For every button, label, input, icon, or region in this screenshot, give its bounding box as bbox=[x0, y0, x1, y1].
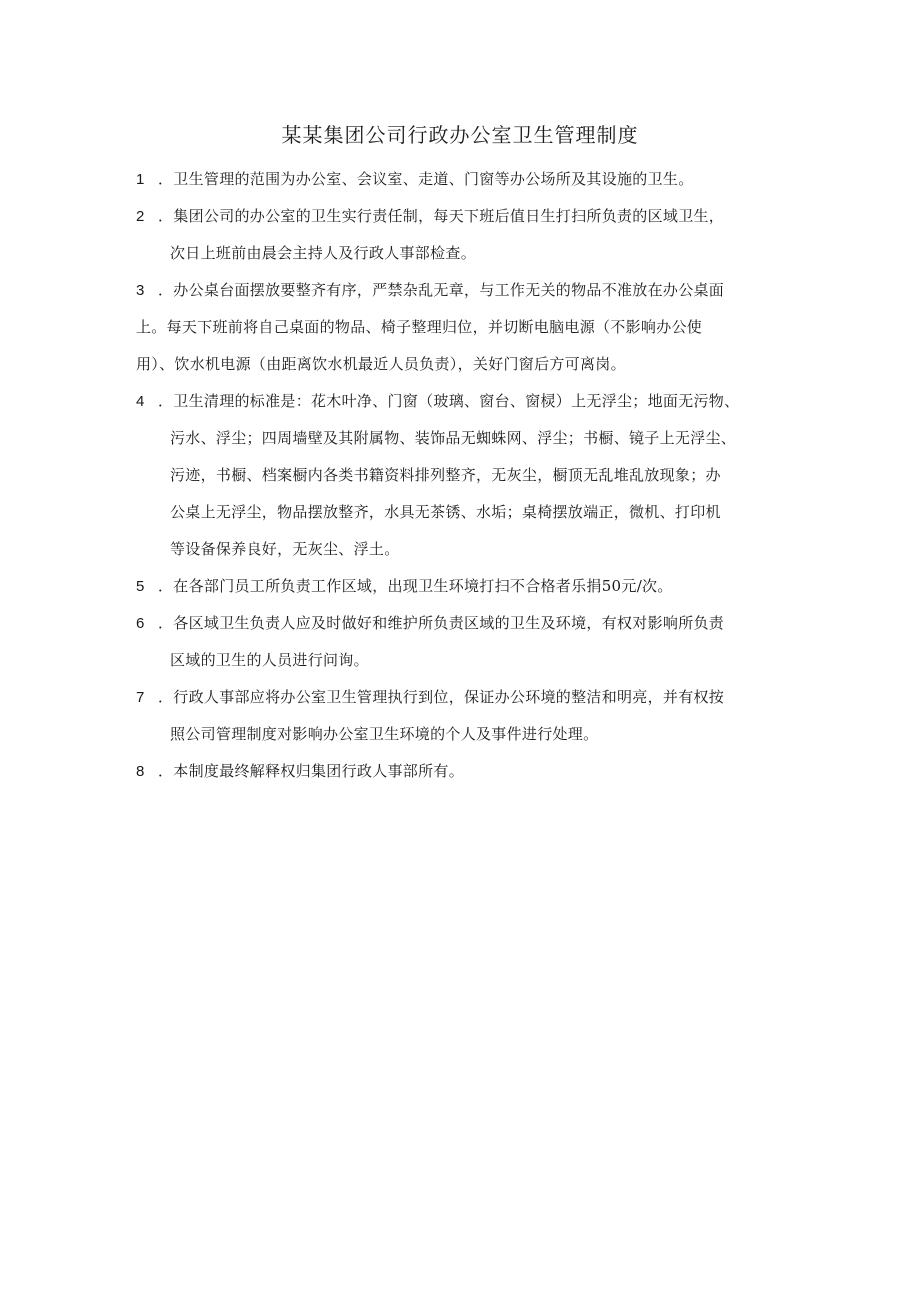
rule-text-line: 污迹，书橱、档案橱内各类书籍资料排列整齐，无灰尘，橱顶无乱堆乱放现象；办 bbox=[170, 466, 721, 484]
rule-number: 3 bbox=[136, 282, 145, 299]
rule-text-line: 用）、饮水机电源（由距离饮水机最近人员负责），关好门窗后方可离岗。 bbox=[136, 355, 626, 373]
rules-list bbox=[136, 161, 796, 790]
rule-item-6 bbox=[136, 605, 796, 679]
rule-text-line: ．办公桌台面摆放要整齐有序，严禁杂乱无章，与工作无关的物品不准放在办公桌面 bbox=[158, 281, 725, 299]
rule-text-line: 次日上班前由晨会主持人及行政人事部检查。 bbox=[170, 244, 477, 262]
rule-number: 8 bbox=[136, 763, 145, 780]
rule-item-4 bbox=[136, 383, 796, 568]
rule-item-5 bbox=[136, 568, 796, 605]
rule-item-1 bbox=[136, 161, 796, 198]
rule-text-line: ．卫生清理的标准是：花木叶净、门窗（玻璃、窗台、窗棂）上无浮尘；地面无污物、 bbox=[158, 392, 740, 410]
rule-number: 5 bbox=[136, 578, 145, 595]
rule-number: 1 bbox=[136, 171, 145, 188]
rule-item-7 bbox=[136, 679, 796, 753]
rule-item-3 bbox=[136, 272, 796, 383]
rule-number: 6 bbox=[136, 615, 145, 632]
rule-number: 7 bbox=[136, 689, 145, 706]
rule-text-line: 上。每天下班前将自己桌面的物品、椅子整理归位，并切断电脑电源（不影响办公使 bbox=[136, 318, 703, 336]
rule-text-line: ．在各部门员工所负责工作区域，出现卫生环境打扫不合格者乐捐50元/次。 bbox=[158, 577, 673, 595]
rule-number: 4 bbox=[136, 393, 145, 410]
rule-text-line: ．卫生管理的范围为办公室、会议室、走道、门窗等办公场所及其设施的卫生。 bbox=[158, 170, 694, 188]
rule-item-8 bbox=[136, 753, 796, 790]
rule-text-line: 区域的卫生的人员进行问询。 bbox=[170, 651, 369, 669]
rule-text-line: 等设备保养良好，无灰尘、浮土。 bbox=[170, 540, 400, 558]
document-title: 某某集团公司行政办公室卫生管理制度 bbox=[281, 123, 639, 147]
rule-text-line: ．集团公司的办公室的卫生实行责任制，每天下班后值日生打扫所负责的区域卫生， bbox=[158, 207, 725, 225]
rule-number: 2 bbox=[136, 208, 145, 225]
rule-text-line: 照公司管理制度对影响办公室卫生环境的个人及事件进行处理。 bbox=[170, 725, 599, 743]
rule-text-line: ．行政人事部应将办公室卫生管理执行到位，保证办公环境的整洁和明亮，并有权按 bbox=[158, 688, 725, 706]
rule-text-line: ．各区域卫生负责人应及时做好和维护所负责区域的卫生及环境，有权对影响所负责 bbox=[158, 614, 725, 632]
rule-text-line: 污水、浮尘；四周墙壁及其附属物、装饰品无蜘蛛网、浮尘；书橱、镜子上无浮尘、 bbox=[170, 429, 737, 447]
rule-text-line: 公桌上无浮尘，物品摆放整齐，水具无茶锈、水垢；桌椅摆放端正，微机、打印机 bbox=[170, 503, 721, 521]
rule-item-2 bbox=[136, 198, 796, 272]
rule-text-line: ．本制度最终解释权归集团行政人事部所有。 bbox=[158, 762, 465, 780]
